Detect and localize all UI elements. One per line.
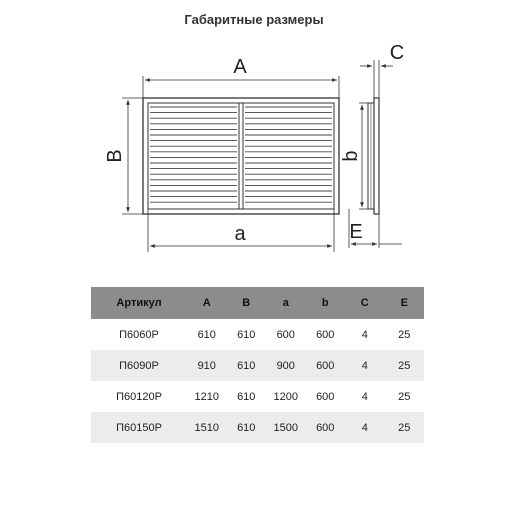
cell-B: 610 — [227, 412, 267, 443]
cell-C: 4 — [345, 350, 385, 381]
table-header-row — [91, 287, 424, 319]
cell-E: 25 — [398, 328, 411, 341]
cell-article: П60150Р — [91, 412, 187, 443]
cell-B: 610 — [227, 350, 267, 381]
cell-a: 900 — [266, 350, 306, 381]
header-b: b — [306, 287, 346, 319]
cell-b: 600 — [306, 412, 346, 443]
cell-E: 25 — [398, 390, 411, 403]
cell-A: 1510 — [187, 412, 227, 443]
dimension-label-C: C — [389, 42, 405, 64]
dimension-b — [340, 103, 368, 209]
dimension-A — [143, 56, 339, 98]
cell-article: П60120Р — [116, 390, 162, 403]
header-C: C — [345, 287, 385, 319]
dimension-C — [360, 42, 404, 98]
cell-E: 25 — [385, 412, 425, 443]
page-title: Габаритные размеры — [184, 12, 324, 27]
cell-C: 4 — [361, 328, 368, 341]
cell-b: 600 — [316, 328, 335, 341]
dimension-label-A: A — [233, 56, 247, 78]
grille-side-view — [368, 98, 379, 214]
dimension-a — [148, 209, 334, 252]
grille-slats — [150, 107, 332, 202]
cell-E: 25 — [385, 350, 425, 381]
cell-b: 600 — [306, 350, 346, 381]
table-row — [91, 381, 424, 412]
dimension-label-B: B — [104, 149, 126, 163]
header-A: A — [187, 287, 227, 319]
cell-a: 1200 — [273, 390, 298, 403]
table-row — [91, 319, 424, 350]
cell-a: 600 — [276, 328, 295, 341]
cell-B: 610 — [237, 390, 256, 403]
dimensions-table — [91, 287, 424, 443]
table-row — [91, 412, 424, 443]
cell-B: 610 — [237, 328, 256, 341]
header-B: B — [227, 287, 267, 319]
dimension-B — [104, 98, 143, 214]
header-article: Артикул — [91, 287, 187, 319]
cell-a: 1500 — [266, 412, 306, 443]
dimension-label-E: E — [349, 221, 363, 243]
cell-A: 610 — [197, 328, 216, 341]
cell-article: П6060Р — [119, 328, 159, 341]
grille-inner-frame — [148, 103, 334, 209]
header-E: E — [385, 287, 425, 319]
grille-front-view — [143, 98, 339, 214]
dimension-label-a: a — [234, 223, 246, 245]
cell-A: 1210 — [194, 390, 219, 403]
cell-article: П6090Р — [91, 350, 187, 381]
table-row — [91, 350, 424, 381]
dimension-label-b: b — [340, 150, 362, 162]
cell-A: 910 — [187, 350, 227, 381]
dimension-E — [349, 209, 402, 248]
cell-C: 4 — [345, 412, 385, 443]
header-a: a — [266, 287, 306, 319]
cell-C: 4 — [361, 390, 368, 403]
cell-b: 600 — [316, 390, 335, 403]
